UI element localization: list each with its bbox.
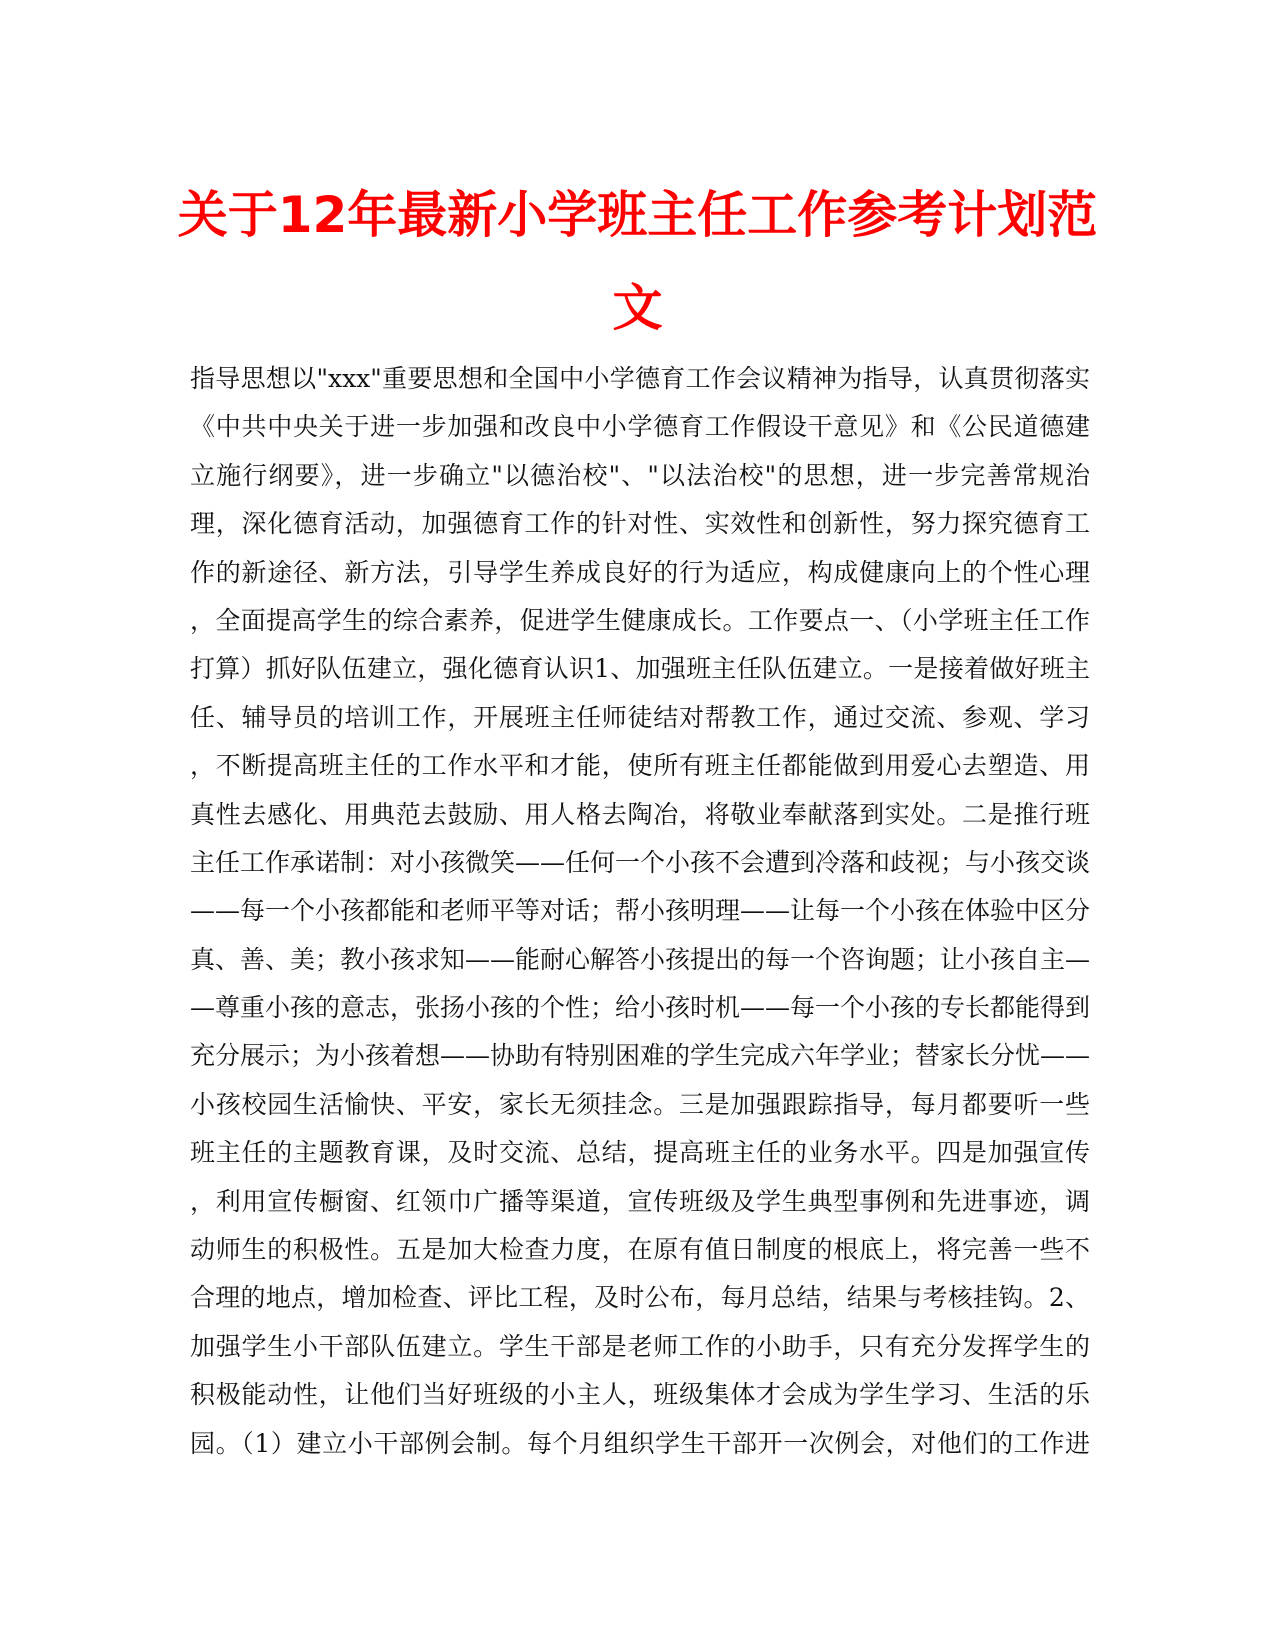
body-line: 真、善、美；教小孩求知——能耐心解答小孩提出的每一个咨询题；让小孩自主— <box>190 944 1091 974</box>
body-line: 任、辅导员的培训工作，开展班主任师徒结对帮教工作，通过交流、参观、学习 <box>190 702 1090 732</box>
body-line: —尊重小孩的意志，张扬小孩的个性；给小孩时机——每一个小孩的专长都能得到 <box>190 993 1091 1023</box>
body-line: 立施行纲要》，进一步确立"以德治校"、"以法治校"的思想，进一步完善常规治 <box>190 460 1090 490</box>
body-line: 班主任的主题教育课，及时交流、总结，提高班主任的业务水平。四是加强宣传 <box>190 1138 1090 1168</box>
body-line: ——每一个小孩都能和老师平等对话；帮小孩明理——让每一个小孩在体验中区分 <box>190 896 1091 926</box>
body-line: 园。（1）建立小干部例会制。每个月组织学生干部开一次例会，对他们的工作进 <box>190 1428 1090 1458</box>
body-line: 作的新途径、新方法，引导学生养成良好的行为适应，构成健康向上的个性心理 <box>190 557 1090 587</box>
body-line: 积极能动性，让他们当好班级的小主人，班级集体才会成为学生学习、生活的乐 <box>190 1380 1090 1410</box>
body-line: ，利用宣传橱窗、红领巾广播等渠道，宣传班级及学生典型事例和先进事迹，调 <box>190 1186 1090 1216</box>
body-line: 真性去感化、用典范去鼓励、用人格去陶冶，将敬业奉献落到实处。二是推行班 <box>190 799 1090 829</box>
body-line: 主任工作承诺制：对小孩微笑——任何一个小孩不会遭到冷落和歧视；与小孩交谈 <box>190 847 1091 877</box>
document-body <box>190 355 1090 1468</box>
body-line: 指导思想以"xxx"重要思想和全国中小学德育工作会议精神为指导，认真贯彻落实 <box>190 364 1090 393</box>
body-line: 打算）抓好队伍建立，强化德育认识1、加强班主任队伍建立。一是接着做好班主 <box>190 654 1090 684</box>
body-line: 合理的地点，增加检查、评比工程，及时公布，每月总结，结果与考核挂钩。2、 <box>190 1283 1090 1313</box>
body-line: 加强学生小干部队伍建立。学生干部是老师工作的小助手，只有充分发挥学生的 <box>190 1331 1090 1361</box>
body-line: 理，深化德育活动，加强德育工作的针对性、实效性和创新性，努力探究德育工 <box>190 509 1090 539</box>
body-line: 充分展示；为小孩着想——协助有特别困难的学生完成六年学业；替家长分忧—— <box>190 1041 1091 1071</box>
body-line: 小孩校园生活愉快、平安，家长无须挂念。三是加强跟踪指导，每月都要听一些 <box>190 1089 1090 1119</box>
body-line: 动师生的积极性。五是加大检查力度，在原有值日制度的根底上，将完善一些不 <box>190 1235 1090 1265</box>
document-title-line-2: 文 <box>612 279 663 337</box>
body-line: ，不断提高班主任的工作水平和才能，使所有班主任都能做到用爱心去塑造、用 <box>190 751 1090 781</box>
body-line: ，全面提高学生的综合素养，促进学生健康成长。工作要点一、（小学班主任工作 <box>190 605 1090 635</box>
body-line: 《中共中央关于进一步加强和改良中小学德育工作假设干意见》和《公民道德建 <box>190 412 1090 442</box>
document-title-line-1: 关于12年最新小学班主任工作参考计划范 <box>177 186 1098 244</box>
